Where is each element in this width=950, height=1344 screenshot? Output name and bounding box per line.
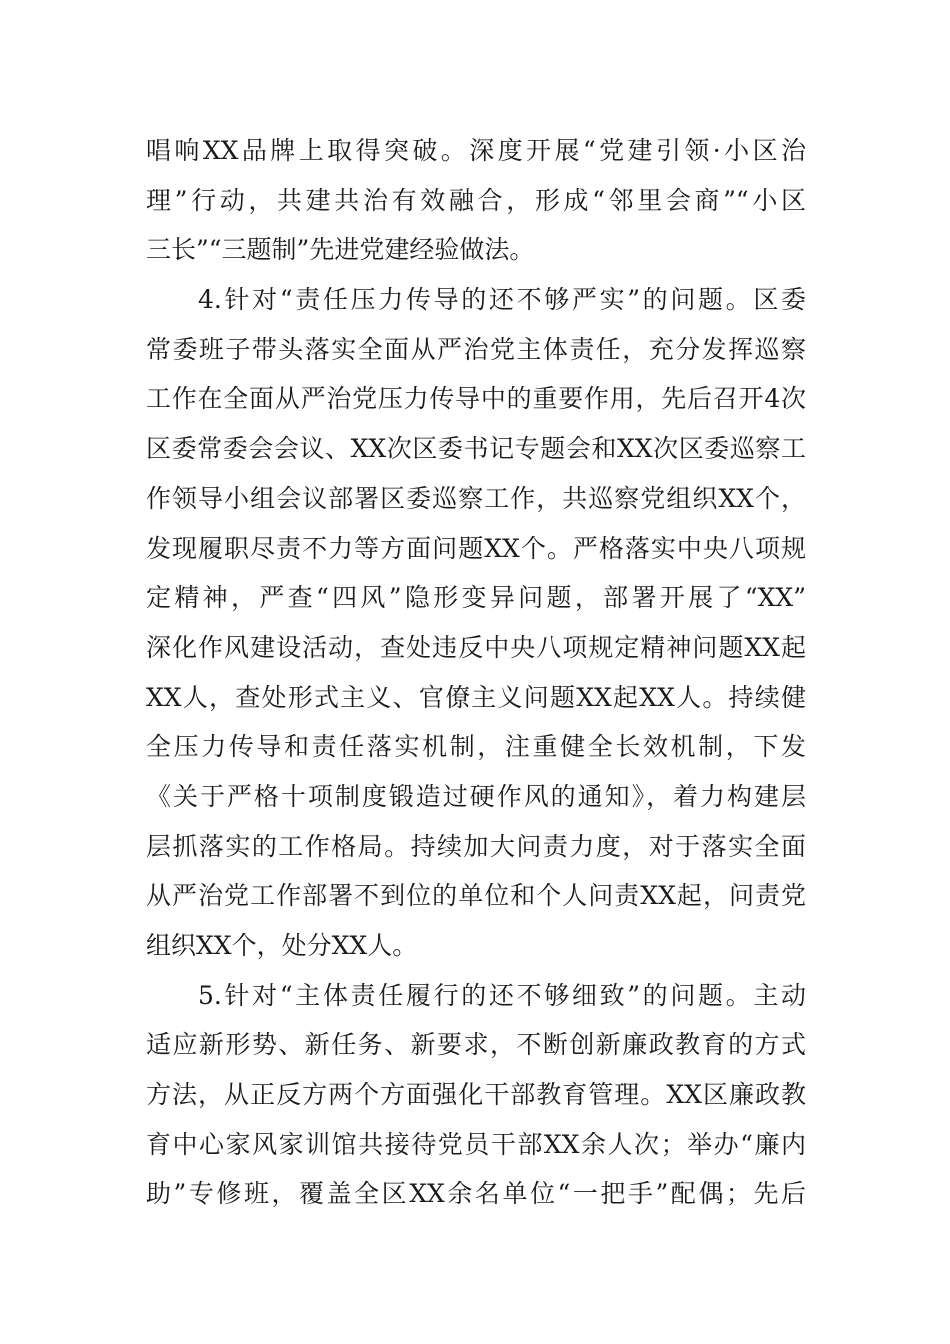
text-line: 常委班子带头落实全面从严治党主体责任，充分发挥巡察 [146, 334, 806, 364]
text-line: 三长”“三题制”先进党建经验做法。 [146, 235, 535, 265]
text-line: 从严治党工作部署不到位的单位和个人问责XX起，问责党 [146, 881, 806, 911]
text-line: 育中心家风家训馆共接待党员干部XX余人次；举办“廉内 [146, 1129, 806, 1159]
text-line: 作领导小组会议部署区委巡察工作，共巡察党组织XX个， [146, 483, 806, 513]
text-line: 深化作风建设活动，查处违反中央八项规定精神问题XX起 [146, 632, 806, 662]
text-line: 组织XX个，处分XX人。 [146, 931, 418, 960]
text-line: 区委常委会会议、XX次区委书记专题会和XX次区委巡察工 [146, 434, 806, 464]
text-line: 全压力传导和责任落实机制，注重健全长效机制，下发 [146, 732, 806, 762]
text-line: 助”专修班，覆盖全区XX余名单位“一把手”配偶；先后 [146, 1179, 806, 1209]
text-line: 工作在全面从严治党压力传导中的重要作用，先后召开4次 [146, 384, 806, 414]
document-body [146, 126, 806, 1219]
text-line: 适应新形势、新任务、新要求，不断创新廉政教育的方式 [146, 1030, 806, 1060]
text-line: XX人，查处形式主义、官僚主义问题XX起XX人。持续健 [146, 682, 806, 712]
text-line: 理”行动，共建共治有效融合，形成“邻里会商”“小区 [146, 185, 806, 215]
paragraph-4-heading-line: 4.针对“责任压力传导的还不够严实”的问题。区委 [198, 285, 806, 315]
text-line: 定精神，严查“四风”隐形变异问题，部署开展了“XX” [146, 583, 806, 613]
text-line: 方法，从正反方两个方面强化干部教育管理。XX区廉政教 [146, 1080, 806, 1110]
text-line: 《关于严格十项制度锻造过硬作风的通知》，着力构建层 [146, 781, 806, 811]
text-line: 唱响XX品牌上取得突破。深度开展“党建引领·小区治 [146, 136, 806, 165]
text-line: 层抓落实的工作格局。持续加大问责力度，对于落实全面 [146, 831, 806, 861]
text-line: 发现履职尽责不力等方面问题XX个。严格落实中央八项规 [146, 533, 806, 563]
paragraph-5-heading-line: 5.针对“主体责任履行的还不够细致”的问题。主动 [198, 980, 806, 1010]
